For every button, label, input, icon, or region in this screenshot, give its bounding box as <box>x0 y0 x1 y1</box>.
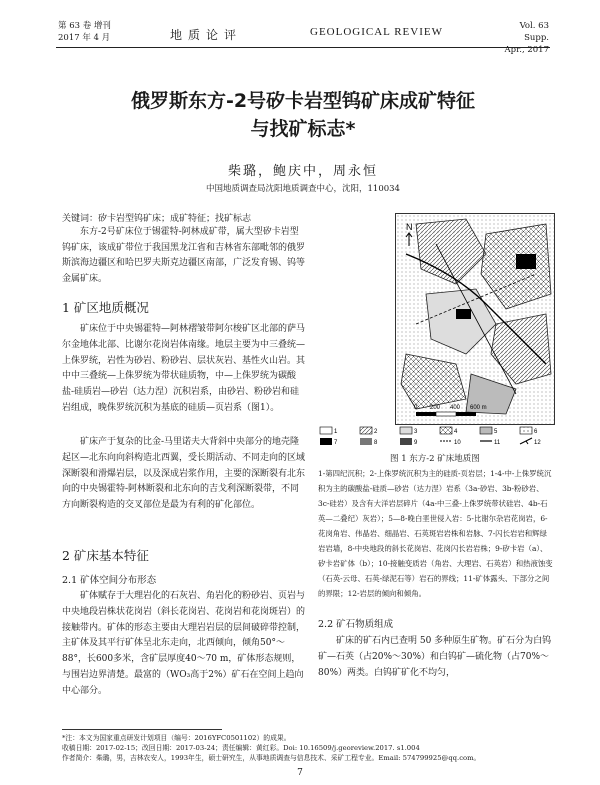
legend-num-8: 8 <box>374 440 378 446</box>
section-2-1-title: 2.1 矿体空间分布形态 <box>62 575 157 586</box>
volume-line-en: Vol. 63 Supp. <box>519 21 549 43</box>
journal-volume-en <box>497 20 549 56</box>
header-rule <box>56 47 550 48</box>
section-2-1-paragraph: 矿体赋存于大理岩化的石灰岩、角岩化的粉砂岩、页岩与中央地段岩株状花岗岩（斜长花岗岩、花岗岩和花岗斑岩）的接触带内。矿体的形态主要由大理岩岩层的层间破碎带控制，主矿体及其平行矿体呈北东走向，北西倾向，倾角50°～88°，长600多米，含矿层厚度40～70 m，矿体形态规则，与围岩边界清楚。最富的（WO₃高于2%）矿石在空间上趋向中心部分。 <box>62 591 306 696</box>
title-line-1: 俄罗斯东方-2号矽卡岩型钨矿床成矿特征 <box>130 90 476 112</box>
keywords: 关键词：矽卡岩型钨矿床；成矿特征；找矿标志 <box>62 214 252 224</box>
legend-num-6: 6 <box>534 429 538 435</box>
affiliation: 中国地质调查局沈阳地质调查中心，沈阳，110034 <box>206 184 400 194</box>
footnote-funding: *注：本文为国家重点研发计划项目（编号：2016YFC0501102）的成果。 <box>62 734 291 742</box>
section-1-paragraph-2: 矿床产于复杂的比金-马里诺夫大背斜中央部分的地壳隆起区—北东向向斜构造北西翼，受长期活动、不同走向的区域深断裂和滑爆岩层，以及深成岩浆作用，主要的深断裂有北东向的中央锡霍特-阿林断裂和北东向的吉戈利深断裂带，不同方向断裂构造的交叉部位是最为有利的矿化部位。 <box>62 437 306 511</box>
map-legend-drawing <box>318 425 554 447</box>
scale-label-400: 400 <box>450 405 461 411</box>
journal-volume <box>58 20 111 44</box>
date-line: 2017 年 4 月 <box>58 33 111 43</box>
figure-description: 1-第四纪沉积；2-上侏罗统沉积为主的硅质-页岩层；1-4-中-上侏罗统沉积为主的碳酸盐-硅质—砂岩（达力涅）岩系（3a-砂岩、3b-粉砂岩、3c-硅岩）及含有大洋岩层碎片（4a-中三叠-上侏罗统带状硅岩、4b-石英—二叠纪）灰岩）；5—8-晚白垩世侵入岩：5-比谢尔杂岩花岗岩，6-花岗角岩、伟晶岩、细晶岩、石英斑岩岩株和岩脉、7-闪长岩岩和辉绿岩岩墙，8-中央地段的斜长花岗岩、花岗闪长岩岩株；9-矽卡岩（a）、矽卡岩矿体（b）；10-接触变质岩（角岩、大理岩、石英岩）和热液蚀变（石英-云母、石英-绿泥石等）岩石的界线；11-矿体露头、下部分之间的界限；12-岩层的倾向和倾角。 <box>318 469 553 598</box>
geologic-map-drawing <box>396 214 554 424</box>
journal-name-cn: 地质论评 <box>170 28 243 42</box>
section-2-2-paragraph: 矿床的矿石内已查明 50 多种原生矿物。矿石分为白钨矿—石英（占20%～30%）和白钨矿—硫化物（占70%～80%）两类。白钨矿矿化不均匀， <box>318 636 552 678</box>
section-1-title: 1 矿区地质概况 <box>62 300 149 315</box>
legend-num-10: 10 <box>454 440 461 446</box>
legend-num-12: 12 <box>534 440 541 446</box>
journal-name-en: GEOLOGICAL REVIEW <box>310 26 443 38</box>
title-line-2: 与找矿标志* <box>250 118 356 140</box>
footnote <box>62 733 552 763</box>
map-legend <box>318 425 554 447</box>
section-2-title: 2 矿床基本特征 <box>62 548 149 563</box>
scale-label-200: 200 <box>430 405 441 411</box>
legend-num-5: 5 <box>494 429 498 435</box>
legend-num-2: 2 <box>374 429 378 435</box>
legend-num-1: 1 <box>334 429 338 435</box>
authors: 柴璐，鲍庆中，周永恒 <box>227 164 378 179</box>
legend-num-7: 7 <box>334 440 338 446</box>
geologic-map <box>395 213 555 425</box>
section-2-2-title: 2.2 矿石物质组成 <box>318 619 394 630</box>
volume-line: 第 63 卷 增刊 <box>58 21 111 31</box>
legend-num-3: 3 <box>414 429 418 435</box>
footnote-dates: 收稿日期：2017-02-15；改回日期：2017-03-24；责任编辑：黄红彩。Doi: 10.16509/j.georeview.2017. s1.004 <box>62 744 420 752</box>
date-line-en: Apr., 2017 <box>504 45 549 55</box>
page-number: 7 <box>297 768 303 778</box>
legend-num-11: 11 <box>494 440 501 446</box>
scale-label-0: 0 <box>414 405 418 411</box>
north-arrow-label: N <box>406 222 413 232</box>
figure-caption: 图 1 东方-2 矿床地质图 <box>390 454 480 464</box>
scale-label-600: 600 m <box>470 405 487 411</box>
legend-num-4: 4 <box>454 429 458 435</box>
abstract: 东方-2号矿床位于锡霍特-阿林成矿带，属大型矽卡岩型钨矿床，该成矿带位于我国黑龙江省和吉林省东部毗邻的俄罗斯滨海边疆区和哈巴罗夫斯克边疆区南部，广泛发育锡、钨等金属矿床。 <box>62 227 306 284</box>
section-1-paragraph-1: 矿床位于中央锡霍特—阿林褶皱带阿尔梭矿区北部的萨马尔金地体北部、比谢尔花岗岩体南缘。地层主要为中三叠统—上侏罗统，岩性为砂岩、粉砂岩、层状灰岩、基性火山岩。其中中三叠统—上侏罗统为带状硅质物，中—上侏罗统为碳酸盐-硅质岩—砂岩（达力涅）沉积岩系，由砂岩、粉砂岩和硅岩组成，晚侏罗统沉积为基底的硅质—页岩系（图1）。 <box>62 324 306 413</box>
legend-num-9: 9 <box>414 440 418 446</box>
footnote-rule <box>62 729 222 730</box>
footnote-author: 作者简介：柴璐，男，吉林农安人，1993年生，硕士研究生，从事地质调查与信息技术、采矿工程专业。Email: 574799925@qq.com。 <box>62 754 481 762</box>
